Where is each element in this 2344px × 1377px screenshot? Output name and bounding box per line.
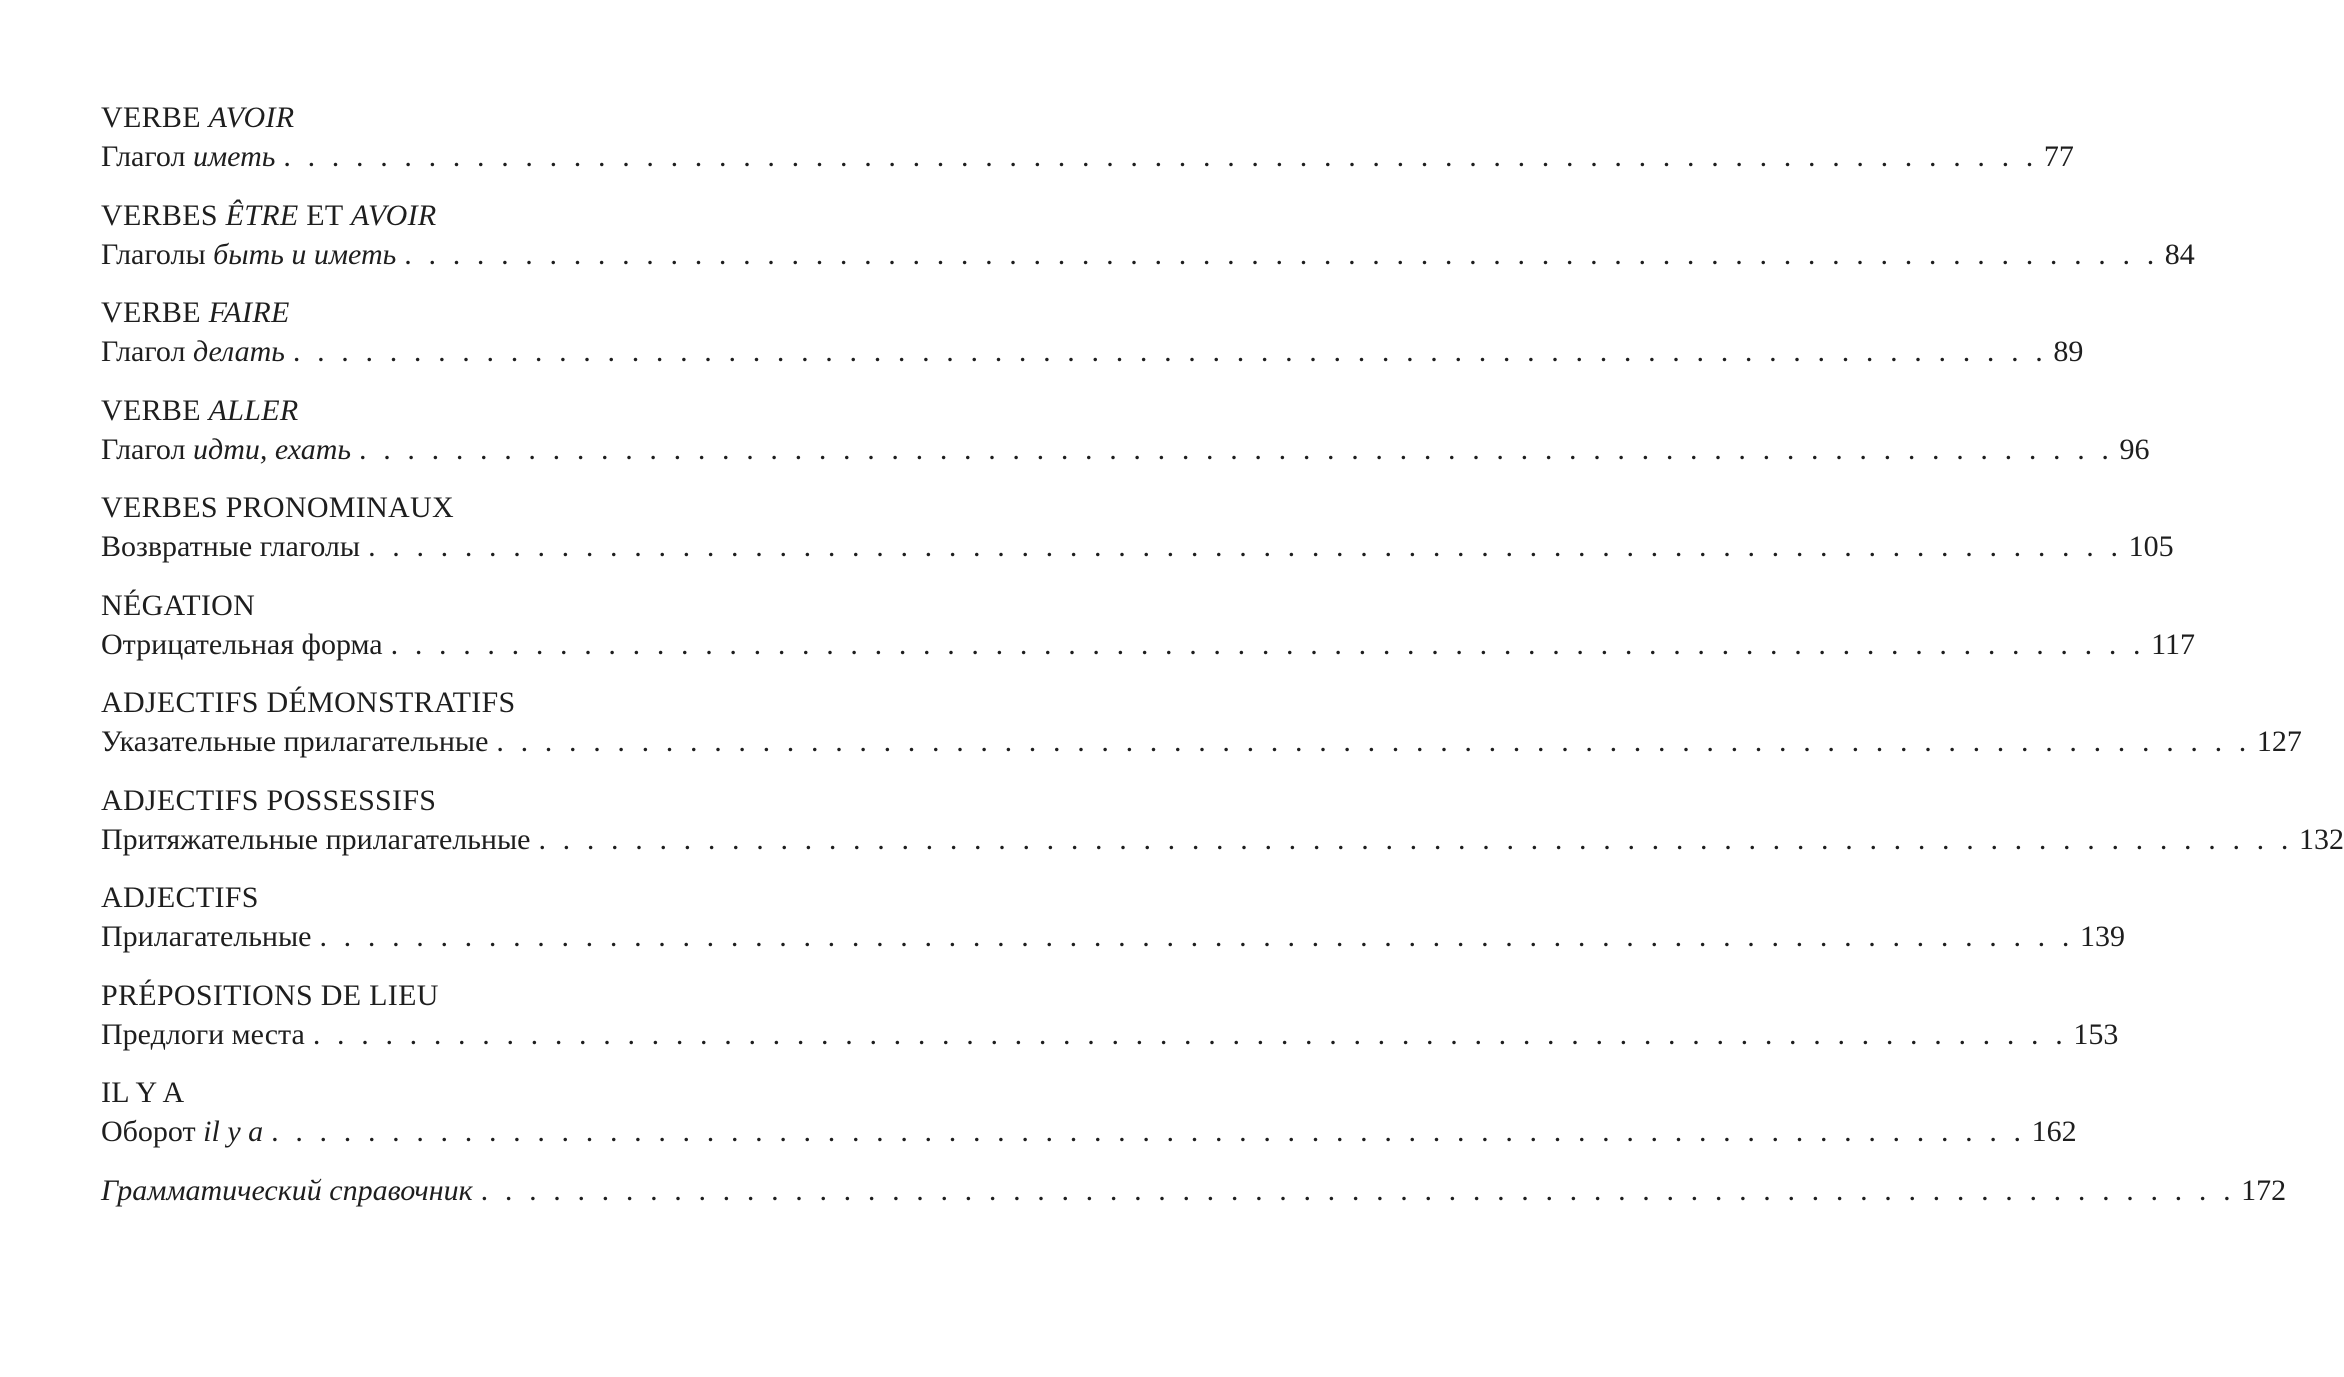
toc-entry-title: Глаголы быть и иметь — [101, 237, 397, 271]
dot-leader: . . . . . . . . . . . . . . . . . . . . . . . . . . . . . . . . . . . . . . . . . . . . . . . . . . . . . . . . . . . . . . . . . . . . . . . . . — [319, 920, 2074, 953]
toc-entry — [101, 391, 2150, 489]
toc-section-heading: ADJECTIFS POSSESSIFS — [101, 783, 437, 817]
toc-entry — [101, 683, 2302, 781]
dot-leader: . . . . . . . . . . . . . . . . . . . . . . . . . . . . . . . . . . . . . . . . . . . . . . . . . . . . . . . . . . . . . . . . . . . . . . . . . — [312, 1017, 2068, 1051]
toc-line[interactable] — [101, 917, 2125, 957]
toc-entry-title: Отрицательная форма — [101, 627, 383, 661]
toc-line[interactable] — [101, 820, 2344, 860]
toc-entry — [101, 976, 2119, 1074]
toc-entry-title: Глагол делать — [101, 335, 285, 368]
toc-page-number: 139 — [2079, 920, 2125, 953]
dot-leader: . . . . . . . . . . . . . . . . . . . . . . . . . . . . . . . . . . . . . . . . . . . . . . . . . . . . . . . . . . . . . . . . . . . . . . . . . — [283, 140, 2038, 173]
dot-leader: . . . . . . . . . . . . . . . . . . . . . . . . . . . . . . . . . . . . . . . . . . . . . . . . . . . . . . . . . . . . . . . . . . . . . . . . . — [292, 335, 2048, 368]
toc-entry — [101, 488, 2174, 586]
toc-entry-title: Грамматический справочник — [101, 1173, 473, 1207]
toc-entry — [101, 878, 2125, 976]
dot-leader: . . . . . . . . . . . . . . . . . . . . . . . . . . . . . . . . . . . . . . . . . . . . . . . . . . . . . . . . . . . . . . . . . . . . . . . . . — [404, 237, 2159, 271]
toc-section-heading: VERBES ÊTRE ET AVOIR — [101, 198, 437, 232]
table-of-contents — [101, 98, 2344, 1268]
toc-entry-title: Притяжательные прилагательные — [101, 822, 531, 856]
toc-line[interactable] — [101, 137, 2074, 177]
toc-section-heading: IL Y A — [101, 1076, 185, 1109]
toc-section-heading: PRÉPOSITIONS DE LIEU — [101, 978, 439, 1012]
toc-line[interactable] — [101, 430, 2150, 470]
toc-section-heading: VERBES PRONOMINAUX — [101, 491, 454, 524]
toc-entry — [101, 98, 2074, 196]
toc-entry-title: Возвратные глаголы — [101, 530, 361, 563]
toc-page-number: 132 — [2298, 822, 2344, 856]
toc-entry-title: Оборот il y a — [101, 1115, 264, 1148]
toc-page-number: 96 — [2119, 432, 2150, 466]
toc-page-number: 127 — [2256, 725, 2302, 758]
dot-leader: . . . . . . . . . . . . . . . . . . . . . . . . . . . . . . . . . . . . . . . . . . . . . . . . . . . . . . . . . . . . . . . . . . . . . . . . . — [496, 725, 2251, 758]
dot-leader: . . . . . . . . . . . . . . . . . . . . . . . . . . . . . . . . . . . . . . . . . . . . . . . . . . . . . . . . . . . . . . . . . . . . . . . . . — [368, 530, 2123, 563]
toc-page-number: 89 — [2053, 335, 2084, 368]
toc-section-heading: NÉGATION — [101, 588, 256, 622]
toc-line[interactable] — [101, 1112, 2077, 1152]
dot-leader: . . . . . . . . . . . . . . . . . . . . . . . . . . . . . . . . . . . . . . . . . . . . . . . . . . . . . . . . . . . . . . . . . . . . . . . . . — [271, 1115, 2026, 1148]
toc-page-number: 105 — [2128, 530, 2174, 563]
toc-entry-title: Глагол идти, ехать — [101, 432, 352, 466]
toc-section-heading: VERBE ALLER — [101, 393, 299, 427]
toc-page-number: 162 — [2031, 1115, 2077, 1148]
toc-line[interactable] — [101, 235, 2195, 275]
toc-entry — [101, 293, 2084, 391]
toc-line[interactable] — [101, 332, 2084, 372]
toc-page-number: 172 — [2241, 1173, 2287, 1207]
toc-line[interactable] — [101, 527, 2174, 567]
toc-page-number: 153 — [2073, 1017, 2119, 1051]
dot-leader: . . . . . . . . . . . . . . . . . . . . . . . . . . . . . . . . . . . . . . . . . . . . . . . . . . . . . . . . . . . . . . . . . . . . . . . . . — [390, 627, 2146, 661]
toc-section-heading: ADJECTIFS DÉMONSTRATIFS — [101, 686, 516, 719]
toc-line[interactable] — [101, 722, 2302, 762]
toc-line[interactable] — [101, 625, 2196, 665]
dot-leader: . . . . . . . . . . . . . . . . . . . . . . . . . . . . . . . . . . . . . . . . . . . . . . . . . . . . . . . . . . . . . . . . . . . . . . . . . — [480, 1173, 2236, 1207]
toc-entry-title: Предлоги места — [101, 1017, 305, 1051]
toc-section-heading: VERBE AVOIR — [101, 101, 295, 134]
toc-entry-title: Указательные прилагательные — [101, 725, 489, 758]
toc-line[interactable] — [101, 1015, 2119, 1055]
toc-entry — [101, 586, 2196, 684]
toc-entry — [101, 196, 2195, 294]
toc-page-number: 84 — [2164, 237, 2195, 271]
toc-line[interactable] — [101, 1171, 2287, 1211]
toc-page-number: 117 — [2151, 627, 2196, 661]
toc-entry — [101, 1073, 2077, 1171]
toc-page-number: 77 — [2043, 140, 2074, 173]
dot-leader: . . . . . . . . . . . . . . . . . . . . . . . . . . . . . . . . . . . . . . . . . . . . . . . . . . . . . . . . . . . . . . . . . . . . . . . . . — [538, 822, 2293, 856]
toc-section-heading: ADJECTIFS — [101, 881, 259, 914]
dot-leader: . . . . . . . . . . . . . . . . . . . . . . . . . . . . . . . . . . . . . . . . . . . . . . . . . . . . . . . . . . . . . . . . . . . . . . . . . — [359, 432, 2114, 466]
toc-entry-appendix — [101, 1171, 2287, 1269]
toc-entry — [101, 781, 2344, 879]
toc-entry-title: Прилагательные — [101, 920, 312, 953]
toc-section-heading: VERBE FAIRE — [101, 296, 290, 329]
toc-entry-title: Глагол иметь — [101, 140, 276, 173]
